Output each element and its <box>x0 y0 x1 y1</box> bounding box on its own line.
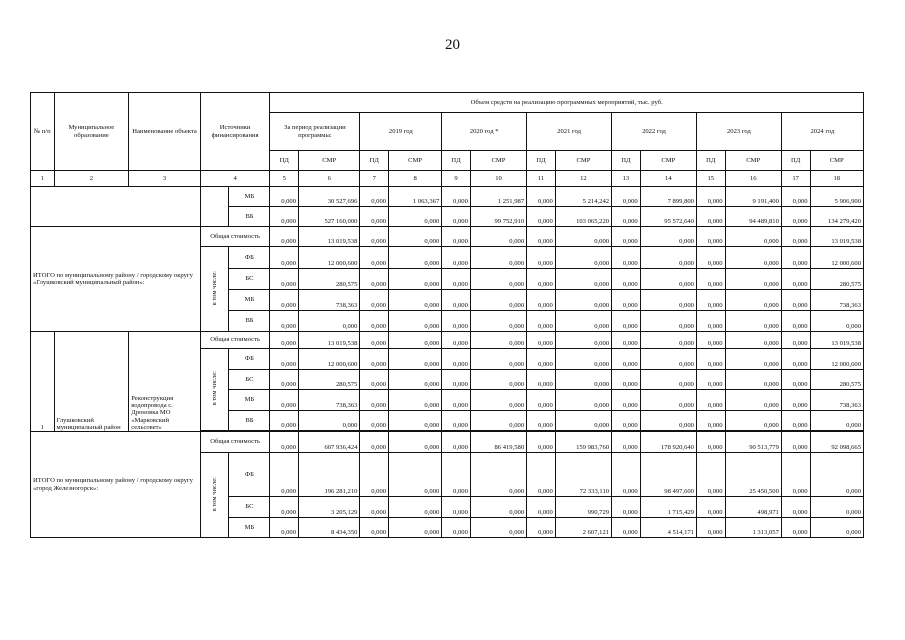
value-cell: 0,000 <box>725 370 781 390</box>
header-volume-title: Объем средств на реализацию программных мероприятий, тыс. руб. <box>270 93 864 113</box>
value-cell: 0,000 <box>442 332 471 349</box>
value-cell: 0,000 <box>389 390 442 411</box>
value-cell: 0,000 <box>640 269 696 290</box>
value-cell: 0,000 <box>270 247 299 269</box>
value-cell: 0,000 <box>527 187 556 207</box>
value-cell: 5 906,900 <box>810 187 864 207</box>
value-cell: 0,000 <box>612 207 641 227</box>
value-cell: 12 000,600 <box>299 349 360 370</box>
header-period-2024: 2024 год <box>781 113 863 151</box>
value-cell: 0,000 <box>725 269 781 290</box>
value-cell: 0,000 <box>442 311 471 332</box>
value-cell: 0,000 <box>640 311 696 332</box>
col-number: 2 <box>54 171 129 187</box>
value-cell: 0,000 <box>555 370 611 390</box>
value-cell: 0,000 <box>442 411 471 431</box>
value-cell: 0,000 <box>270 349 299 370</box>
value-cell: 0,000 <box>299 311 360 332</box>
value-cell: 0,000 <box>781 411 810 431</box>
header-period-2023: 2023 год <box>696 113 781 151</box>
header-period-total: За период реализации программы: <box>270 113 360 151</box>
value-cell: 280,575 <box>299 269 360 290</box>
value-cell: 0,000 <box>555 390 611 411</box>
value-cell: 0,000 <box>389 497 442 518</box>
value-cell: 0,000 <box>696 247 725 269</box>
header-pd: ПД <box>270 151 299 171</box>
value-cell: 8 434,350 <box>299 518 360 538</box>
value-cell: 0,000 <box>640 227 696 247</box>
value-cell: 0,000 <box>810 411 864 431</box>
value-cell: 0,000 <box>270 518 299 538</box>
value-cell: 0,000 <box>360 411 389 431</box>
value-cell: 178 920,640 <box>640 432 696 453</box>
value-cell: 0,000 <box>360 247 389 269</box>
value-cell: 0,000 <box>470 390 526 411</box>
value-cell: 0,000 <box>781 432 810 453</box>
value-cell: 0,000 <box>612 247 641 269</box>
value-cell: 280,575 <box>810 269 864 290</box>
value-cell: 0,000 <box>360 207 389 227</box>
value-cell: 0,000 <box>389 411 442 431</box>
including-label: в том числе: <box>200 349 229 431</box>
value-cell: 0,000 <box>270 269 299 290</box>
value-cell: 0,000 <box>725 290 781 311</box>
value-cell: 0,000 <box>612 518 641 538</box>
value-cell: 0,000 <box>360 290 389 311</box>
value-cell: 25 450,500 <box>725 453 781 497</box>
value-cell: 738,363 <box>810 390 864 411</box>
header-pd: ПД <box>781 151 810 171</box>
value-cell: 0,000 <box>527 411 556 431</box>
value-cell: 0,000 <box>696 311 725 332</box>
value-cell: 0,000 <box>781 247 810 269</box>
value-cell: 94 489,810 <box>725 207 781 227</box>
value-cell: 0,000 <box>270 411 299 431</box>
value-cell: 0,000 <box>527 370 556 390</box>
col-number: 15 <box>696 171 725 187</box>
value-cell: 0,000 <box>470 518 526 538</box>
col-number: 1 <box>31 171 55 187</box>
value-cell: 0,000 <box>612 390 641 411</box>
value-cell: 0,000 <box>442 269 471 290</box>
value-cell: 0,000 <box>612 269 641 290</box>
value-cell: 0,000 <box>470 247 526 269</box>
including-label: в том числе: <box>200 247 229 332</box>
value-cell: 0,000 <box>612 227 641 247</box>
value-cell: 0,000 <box>270 290 299 311</box>
value-cell: 0,000 <box>640 370 696 390</box>
value-cell: 12 000,600 <box>299 247 360 269</box>
value-cell: 0,000 <box>781 518 810 538</box>
value-cell: 0,000 <box>612 290 641 311</box>
value-cell: 98 497,600 <box>640 453 696 497</box>
value-cell: 0,000 <box>442 227 471 247</box>
value-cell: 0,000 <box>470 453 526 497</box>
value-cell: 0,000 <box>527 290 556 311</box>
value-cell: 13 019,538 <box>810 227 864 247</box>
value-cell: 0,000 <box>470 349 526 370</box>
value-cell: 0,000 <box>360 227 389 247</box>
value-cell: 0,000 <box>389 207 442 227</box>
value-cell: 0,000 <box>612 370 641 390</box>
value-cell: 0,000 <box>389 453 442 497</box>
value-cell: 1 313,057 <box>725 518 781 538</box>
header-col-municipality: Муниципальное образование <box>54 93 129 171</box>
header-col-no: № п/п <box>31 93 55 171</box>
value-cell: 0,000 <box>527 518 556 538</box>
value-cell: 92 098,665 <box>810 432 864 453</box>
value-cell: 0,000 <box>360 370 389 390</box>
value-cell: 0,000 <box>612 311 641 332</box>
value-cell: 72 333,110 <box>555 453 611 497</box>
header-pd: ПД <box>612 151 641 171</box>
value-cell: 95 572,640 <box>640 207 696 227</box>
value-cell: 90 513,779 <box>725 432 781 453</box>
value-cell: 0,000 <box>270 311 299 332</box>
value-cell: 0,000 <box>810 497 864 518</box>
value-cell: 0,000 <box>810 453 864 497</box>
value-cell: 12 000,600 <box>810 247 864 269</box>
value-cell: 0,000 <box>442 187 471 207</box>
including-cell <box>200 187 229 227</box>
value-cell: 0,000 <box>527 311 556 332</box>
value-cell: 0,000 <box>555 349 611 370</box>
value-cell: 0,000 <box>442 390 471 411</box>
value-cell: 0,000 <box>696 497 725 518</box>
value-cell: 0,000 <box>442 207 471 227</box>
value-cell: 159 983,760 <box>555 432 611 453</box>
budget-table <box>30 92 864 538</box>
value-cell: 0,000 <box>612 349 641 370</box>
value-cell: 0,000 <box>270 390 299 411</box>
value-cell: 2 607,121 <box>555 518 611 538</box>
value-cell: 0,000 <box>270 432 299 453</box>
source-label-mb: МБ <box>229 187 270 207</box>
value-cell: 0,000 <box>527 497 556 518</box>
value-cell: 0,000 <box>360 332 389 349</box>
value-cell: 0,000 <box>360 518 389 538</box>
value-cell: 0,000 <box>640 390 696 411</box>
header-col-sources: Источники финансирования <box>200 93 270 171</box>
header-col-object: Наименование объекта <box>129 93 201 171</box>
value-cell: 0,000 <box>810 518 864 538</box>
value-cell: 0,000 <box>781 332 810 349</box>
value-cell: 0,000 <box>696 518 725 538</box>
value-cell: 9 191,400 <box>725 187 781 207</box>
value-cell: 0,000 <box>442 290 471 311</box>
source-label-fb: ФБ <box>229 247 270 269</box>
value-cell: 607 936,424 <box>299 432 360 453</box>
value-cell: 0,000 <box>781 290 810 311</box>
value-cell: 0,000 <box>612 497 641 518</box>
value-cell: 196 281,210 <box>299 453 360 497</box>
value-cell: 0,000 <box>781 227 810 247</box>
source-label-mb: МБ <box>229 290 270 311</box>
value-cell: 86 419,580 <box>470 432 526 453</box>
value-cell: 0,000 <box>442 497 471 518</box>
municipality-name: Глушковский муниципальный район <box>54 332 129 432</box>
col-number: 5 <box>270 171 299 187</box>
value-cell: 0,000 <box>696 411 725 431</box>
value-cell: 0,000 <box>696 207 725 227</box>
value-cell: 0,000 <box>527 247 556 269</box>
value-cell: 0,000 <box>781 207 810 227</box>
header-period-2022: 2022 год <box>612 113 697 151</box>
value-cell: 0,000 <box>612 453 641 497</box>
value-cell: 0,000 <box>360 269 389 290</box>
value-cell: 0,000 <box>270 370 299 390</box>
source-label-fb: ФБ <box>229 349 270 370</box>
value-cell: 0,000 <box>696 227 725 247</box>
value-cell: 0,000 <box>612 432 641 453</box>
value-cell: 7 899,800 <box>640 187 696 207</box>
col-number: 17 <box>781 171 810 187</box>
value-cell: 0,000 <box>696 432 725 453</box>
value-cell: 0,000 <box>299 411 360 431</box>
col-number: 14 <box>640 171 696 187</box>
total-cost-label: Общая стоимость <box>200 332 270 349</box>
row-number: 1 <box>31 332 55 432</box>
source-label-mb: МБ <box>229 518 270 538</box>
value-cell: 134 279,420 <box>810 207 864 227</box>
value-cell: 0,000 <box>389 370 442 390</box>
header-period-2019: 2019 год <box>360 113 442 151</box>
value-cell: 0,000 <box>640 332 696 349</box>
value-cell: 0,000 <box>442 370 471 390</box>
value-cell: 0,000 <box>442 432 471 453</box>
value-cell: 0,000 <box>470 290 526 311</box>
header-period-2021: 2021 год <box>527 113 612 151</box>
value-cell: 0,000 <box>781 349 810 370</box>
value-cell: 0,000 <box>725 411 781 431</box>
source-label-mb: МБ <box>229 390 270 411</box>
value-cell: 0,000 <box>527 227 556 247</box>
source-label-bs: БС <box>229 370 270 390</box>
value-cell: 4 514,171 <box>640 518 696 538</box>
col-number: 11 <box>527 171 556 187</box>
value-cell: 0,000 <box>781 453 810 497</box>
value-cell: 0,000 <box>696 269 725 290</box>
object-name: Реконструкция водопровода с. Дроновка МО «Марковский сельсовет» <box>129 332 201 432</box>
header-smr: СМР <box>810 151 864 171</box>
value-cell: 0,000 <box>527 432 556 453</box>
value-cell: 0,000 <box>470 370 526 390</box>
value-cell: 0,000 <box>696 390 725 411</box>
source-label-vb: ВБ <box>229 411 270 431</box>
value-cell: 0,000 <box>470 311 526 332</box>
group-title-zheleznogorsk-total: ИТОГО по муниципальному району / городскому округу «город Железногорск»: <box>31 432 201 538</box>
including-label: в том числе: <box>200 453 229 538</box>
source-label-vb: ВБ <box>229 207 270 227</box>
col-number: 12 <box>555 171 611 187</box>
value-cell: 0,000 <box>360 187 389 207</box>
col-number: 10 <box>470 171 526 187</box>
value-cell: 3 205,129 <box>299 497 360 518</box>
value-cell: 0,000 <box>696 290 725 311</box>
col-number: 8 <box>389 171 442 187</box>
source-label-fb: ФБ <box>229 453 270 497</box>
value-cell: 0,000 <box>270 207 299 227</box>
value-cell: 0,000 <box>555 332 611 349</box>
value-cell: 0,000 <box>781 187 810 207</box>
value-cell: 990,729 <box>555 497 611 518</box>
value-cell: 0,000 <box>781 370 810 390</box>
col-number: 6 <box>299 171 360 187</box>
value-cell: 0,000 <box>470 269 526 290</box>
value-cell: 0,000 <box>725 332 781 349</box>
header-smr: СМР <box>470 151 526 171</box>
header-smr: СМР <box>555 151 611 171</box>
header-smr: СМР <box>640 151 696 171</box>
value-cell: 0,000 <box>270 497 299 518</box>
value-cell: 0,000 <box>470 497 526 518</box>
value-cell: 0,000 <box>725 349 781 370</box>
header-smr: СМР <box>299 151 360 171</box>
value-cell: 13 019,538 <box>299 332 360 349</box>
value-cell: 0,000 <box>725 247 781 269</box>
col-number: 9 <box>442 171 471 187</box>
value-cell: 0,000 <box>725 390 781 411</box>
value-cell: 0,000 <box>360 311 389 332</box>
value-cell: 0,000 <box>442 453 471 497</box>
value-cell: 0,000 <box>442 518 471 538</box>
value-cell: 0,000 <box>696 332 725 349</box>
col-number: 16 <box>725 171 781 187</box>
value-cell: 0,000 <box>389 518 442 538</box>
value-cell: 0,000 <box>360 432 389 453</box>
value-cell: 0,000 <box>640 411 696 431</box>
value-cell: 0,000 <box>389 311 442 332</box>
value-cell: 12 000,600 <box>810 349 864 370</box>
value-cell: 0,000 <box>470 411 526 431</box>
value-cell: 30 527,696 <box>299 187 360 207</box>
value-cell: 0,000 <box>442 247 471 269</box>
value-cell: 0,000 <box>527 269 556 290</box>
value-cell: 498,971 <box>725 497 781 518</box>
value-cell: 0,000 <box>389 432 442 453</box>
continuation-empty <box>31 187 201 227</box>
value-cell: 103 065,220 <box>555 207 611 227</box>
value-cell: 0,000 <box>725 227 781 247</box>
value-cell: 0,000 <box>555 247 611 269</box>
header-period-2020: 2020 год * <box>442 113 527 151</box>
value-cell: 0,000 <box>527 390 556 411</box>
header-smr: СМР <box>389 151 442 171</box>
value-cell: 13 019,538 <box>810 332 864 349</box>
value-cell: 0,000 <box>810 311 864 332</box>
value-cell: 0,000 <box>640 290 696 311</box>
header-pd: ПД <box>527 151 556 171</box>
value-cell: 0,000 <box>696 370 725 390</box>
col-number: 7 <box>360 171 389 187</box>
total-cost-label: Общая стоимость <box>200 227 270 247</box>
value-cell: 0,000 <box>555 311 611 332</box>
value-cell: 0,000 <box>725 311 781 332</box>
value-cell: 0,000 <box>612 187 641 207</box>
value-cell: 0,000 <box>360 497 389 518</box>
header-pd: ПД <box>360 151 389 171</box>
col-number: 3 <box>129 171 201 187</box>
col-number: 18 <box>810 171 864 187</box>
value-cell: 0,000 <box>270 332 299 349</box>
value-cell: 0,000 <box>555 411 611 431</box>
value-cell: 5 214,242 <box>555 187 611 207</box>
value-cell: 0,000 <box>781 311 810 332</box>
value-cell: 0,000 <box>389 332 442 349</box>
value-cell: 0,000 <box>612 411 641 431</box>
value-cell: 0,000 <box>612 332 641 349</box>
value-cell: 0,000 <box>640 247 696 269</box>
value-cell: 527 160,000 <box>299 207 360 227</box>
group-title-glushkovsky-total: ИТОГО по муниципальному району / городскому округу «Глушковский муниципальный район»: <box>31 227 201 332</box>
value-cell: 0,000 <box>389 269 442 290</box>
value-cell: 0,000 <box>470 227 526 247</box>
total-cost-label: Общая стоимость <box>200 432 270 453</box>
value-cell: 0,000 <box>360 349 389 370</box>
value-cell: 99 752,910 <box>470 207 526 227</box>
value-cell: 0,000 <box>527 207 556 227</box>
value-cell: 1 251,987 <box>470 187 526 207</box>
value-cell: 0,000 <box>270 453 299 497</box>
value-cell: 0,000 <box>640 349 696 370</box>
value-cell: 0,000 <box>470 332 526 349</box>
value-cell: 0,000 <box>527 332 556 349</box>
value-cell: 0,000 <box>696 453 725 497</box>
col-number: 4 <box>200 171 270 187</box>
value-cell: 0,000 <box>555 227 611 247</box>
value-cell: 1 063,367 <box>389 187 442 207</box>
value-cell: 0,000 <box>389 349 442 370</box>
source-label-vb: ВБ <box>229 311 270 332</box>
value-cell: 738,363 <box>299 290 360 311</box>
value-cell: 0,000 <box>527 453 556 497</box>
value-cell: 0,000 <box>555 290 611 311</box>
value-cell: 738,363 <box>810 290 864 311</box>
value-cell: 0,000 <box>781 497 810 518</box>
value-cell: 0,000 <box>360 390 389 411</box>
header-smr: СМР <box>725 151 781 171</box>
value-cell: 0,000 <box>781 390 810 411</box>
value-cell: 280,575 <box>810 370 864 390</box>
value-cell: 0,000 <box>555 269 611 290</box>
header-pd: ПД <box>442 151 471 171</box>
source-label-bs: БС <box>229 269 270 290</box>
value-cell: 0,000 <box>696 187 725 207</box>
value-cell: 0,000 <box>389 247 442 269</box>
value-cell: 0,000 <box>389 227 442 247</box>
page-number: 20 <box>445 37 460 53</box>
source-label-bs: БС <box>229 497 270 518</box>
value-cell: 13 019,538 <box>299 227 360 247</box>
value-cell: 0,000 <box>270 227 299 247</box>
value-cell: 280,575 <box>299 370 360 390</box>
value-cell: 1 715,429 <box>640 497 696 518</box>
value-cell: 0,000 <box>442 349 471 370</box>
value-cell: 0,000 <box>270 187 299 207</box>
value-cell: 0,000 <box>781 269 810 290</box>
value-cell: 0,000 <box>389 290 442 311</box>
col-number: 13 <box>612 171 641 187</box>
value-cell: 0,000 <box>360 453 389 497</box>
header-pd: ПД <box>696 151 725 171</box>
value-cell: 0,000 <box>527 349 556 370</box>
value-cell: 0,000 <box>696 349 725 370</box>
value-cell: 738,363 <box>299 390 360 411</box>
